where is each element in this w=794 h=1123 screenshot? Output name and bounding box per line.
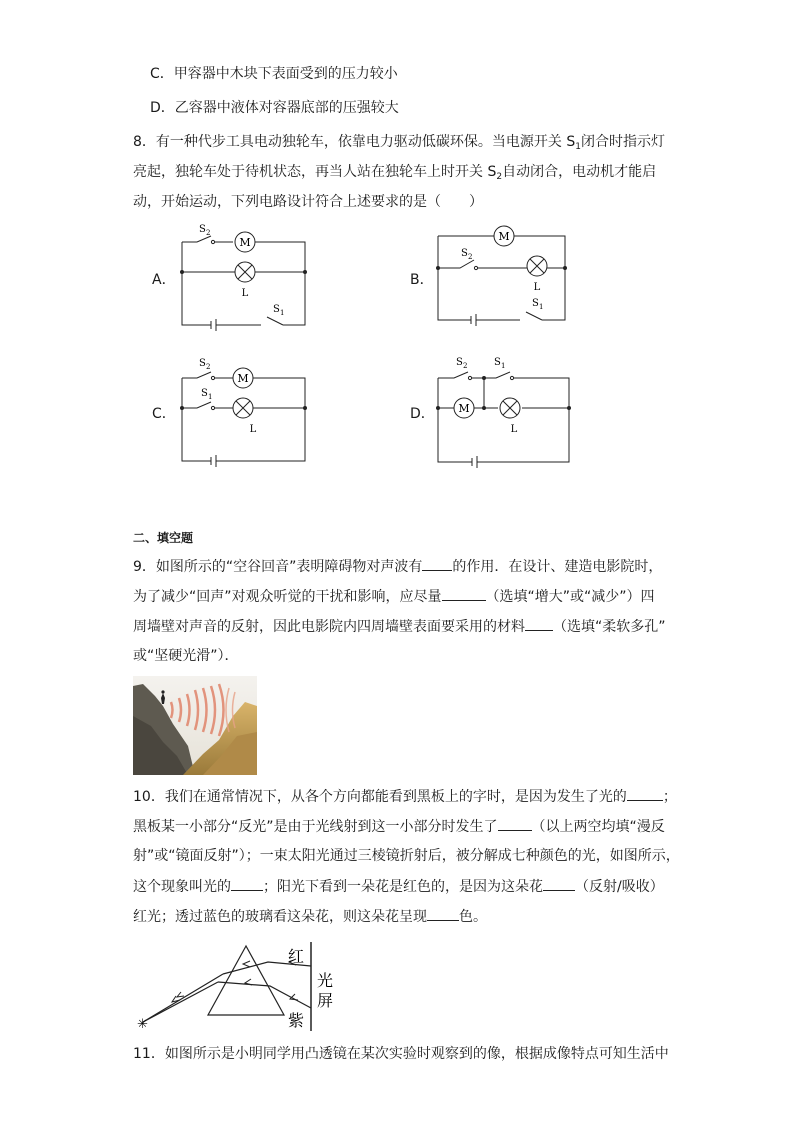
prism-shape	[208, 946, 284, 1015]
svg-text:2: 2	[206, 229, 211, 237]
option-b-label: B．	[410, 272, 434, 288]
svg-text:S: S	[199, 224, 206, 235]
q9-line-1: 9．如图所示的“空谷回音”表明障碍物对声波有 的作用．在设计、建造电影院时，	[133, 556, 662, 577]
answer-blank[interactable]	[427, 906, 459, 921]
q9-line-4: 或“坚硬光滑”）．	[133, 648, 239, 664]
circuit-diagram-c	[175, 352, 315, 468]
svg-text:红: 红	[288, 947, 305, 966]
q10-line-4: 这个现象叫光的 ；阳光下看到一朵花是红色的，是因为这朵花 （反射/吸收）	[133, 876, 664, 897]
svg-text:L: L	[249, 424, 257, 435]
q9-line-3: 周墙壁对声音的反射，因此电影院内四周墙壁表面要采用的材料 （选填“柔软多孔”	[133, 616, 666, 637]
q8-line-2: 亮起，独轮车处于待机状态，再当人站在独轮车上时开关 $S_2$自动闭合，电动机才能启	[133, 164, 657, 182]
svg-text:S: S	[456, 357, 463, 368]
answer-blank[interactable]	[422, 556, 452, 571]
answer-blank[interactable]	[525, 616, 553, 631]
q10-line-5: 红光；透过蓝色的玻璃看这朵花，则这朵花呈现 色。	[133, 906, 487, 927]
section-heading: 二、填空题	[133, 531, 194, 545]
svg-text:2: 2	[463, 362, 468, 370]
prism-dispersion-figure	[130, 936, 350, 1036]
svg-text:屏: 屏	[317, 991, 334, 1010]
svg-text:1: 1	[539, 303, 544, 311]
svg-text:S: S	[201, 388, 208, 399]
svg-text:S: S	[532, 298, 539, 309]
svg-text:L: L	[510, 424, 518, 435]
svg-text:1: 1	[280, 309, 285, 317]
sun-icon: ✳	[137, 1017, 148, 1032]
answer-blank[interactable]	[498, 816, 532, 831]
svg-text:光: 光	[317, 971, 334, 990]
svg-text:1: 1	[501, 362, 506, 370]
option-a-label: A．	[152, 272, 176, 288]
q8-line-1: 8．有一种代步工具电动独轮车，依靠电力驱动低碳环保。当电源开关 $S_1$闭合时指示灯	[133, 134, 665, 152]
q10-line-2: 黑板某一小部分“反光”是由于光线射到这一小部分时发生了 （以上两空均填“漫反	[133, 816, 665, 837]
svg-text:S: S	[494, 357, 501, 368]
svg-text:2: 2	[468, 253, 473, 261]
svg-text:M: M	[237, 372, 249, 385]
q10-line-1: 10．我们在通常情况下，从各个方向都能看到黑板上的字时，是因为发生了光的 ；	[133, 786, 677, 807]
svg-text:紫: 紫	[288, 1011, 305, 1030]
option-c-label: C．	[152, 406, 176, 422]
svg-text:L: L	[533, 282, 541, 293]
svg-text:M: M	[498, 230, 510, 243]
q8-line-3: 动，开始运动，下列电路设计符合上述要求的是（ ）	[133, 194, 483, 210]
circuit-diagram-d	[432, 352, 577, 470]
answer-blank[interactable]	[543, 876, 575, 891]
circuit-diagram-a	[175, 222, 315, 334]
circuit-diagram-b	[432, 222, 572, 328]
svg-text:1: 1	[208, 393, 213, 401]
answer-blank[interactable]	[627, 786, 663, 801]
svg-text:S: S	[273, 304, 280, 315]
q10-line-3: 射”或“镜面反射”）；一束太阳光通过三棱镜折射后，被分解成七种颜色的光，如图所示，	[133, 848, 680, 864]
svg-text:L: L	[241, 288, 249, 299]
q7-option-d: D．乙容器中液体对容器底部的压强较大	[150, 100, 399, 116]
svg-text:S: S	[199, 358, 206, 369]
answer-blank[interactable]	[231, 876, 263, 891]
q11-line-1: 11．如图所示是小明同学用凸透镜在某次实验时观察到的像，根据成像特点可知生活中	[133, 1046, 669, 1062]
svg-text:M: M	[458, 402, 470, 415]
option-d-label: D．	[410, 406, 435, 422]
q7-option-c: C．甲容器中木块下表面受到的压力较小	[150, 66, 398, 82]
echo-valley-image	[133, 676, 257, 775]
svg-text:S: S	[461, 248, 468, 259]
svg-text:M: M	[239, 236, 251, 249]
q9-line-2: 为了减少“回声”对观众听觉的干扰和影响，应尽量 （选填“增大”或“减少”）四	[133, 586, 655, 607]
svg-text:2: 2	[206, 363, 211, 371]
answer-blank[interactable]	[442, 586, 486, 601]
